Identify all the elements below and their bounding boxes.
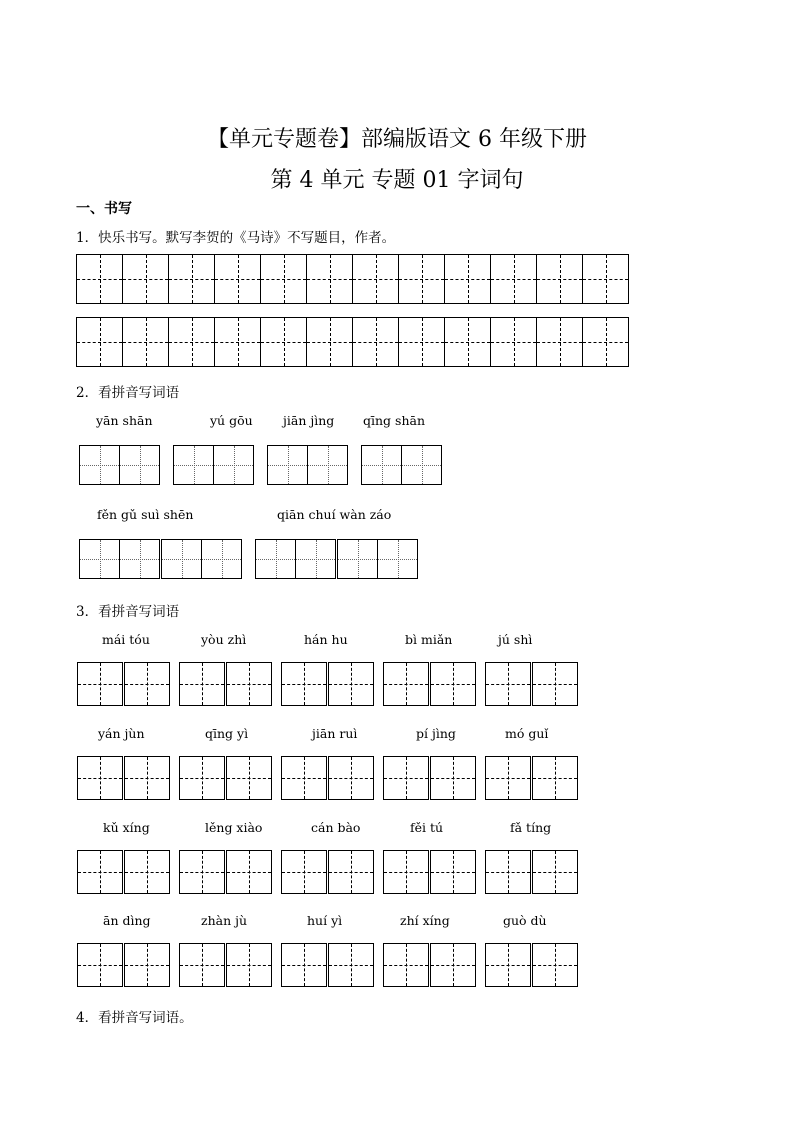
answer-box-2char[interactable]: [179, 662, 273, 706]
answer-box-2char[interactable]: [179, 850, 273, 894]
writing-cell[interactable]: [537, 318, 583, 366]
writing-cell[interactable]: [77, 850, 123, 894]
writing-cell[interactable]: [226, 756, 272, 800]
writing-cell[interactable]: [430, 662, 476, 706]
pinyin-label: yán jùn: [98, 726, 145, 741]
answer-box-2char[interactable]: [383, 943, 477, 987]
writing-cell[interactable]: [124, 662, 170, 706]
answer-box-4char[interactable]: [79, 539, 160, 579]
pinyin-label: ān dìng: [103, 913, 151, 928]
answer-box-2char[interactable]: [485, 943, 579, 987]
writing-cell[interactable]: [124, 943, 170, 987]
writing-cell[interactable]: [485, 756, 531, 800]
answer-box-2char[interactable]: [281, 943, 375, 987]
writing-cell[interactable]: [307, 318, 353, 366]
writing-cell[interactable]: [485, 662, 531, 706]
answer-box-4char[interactable]: [161, 539, 242, 579]
pinyin-label: lěng xiào: [205, 820, 263, 835]
question-2-text: 2．看拼音写词语: [76, 385, 180, 401]
writing-cell[interactable]: [215, 255, 261, 303]
writing-cell[interactable]: [491, 318, 537, 366]
writing-cell[interactable]: [485, 850, 531, 894]
writing-cell[interactable]: [268, 446, 308, 484]
pinyin-label: guò dù: [503, 913, 547, 928]
writing-cell[interactable]: [202, 540, 241, 578]
writing-cell[interactable]: [532, 943, 578, 987]
pinyin-label: fǎ tíng: [510, 820, 552, 835]
writing-cell[interactable]: [226, 850, 272, 894]
pinyin-label: jú shì: [498, 632, 533, 647]
pinyin-label: mái tóu: [102, 632, 150, 647]
answer-box-2char[interactable]: [77, 662, 171, 706]
writing-cell[interactable]: [491, 255, 537, 303]
writing-cell[interactable]: [328, 850, 374, 894]
writing-cell[interactable]: [399, 318, 445, 366]
writing-cell[interactable]: [383, 943, 429, 987]
writing-cell[interactable]: [383, 662, 429, 706]
writing-cell[interactable]: [537, 255, 583, 303]
writing-cell[interactable]: [226, 943, 272, 987]
writing-cell[interactable]: [77, 255, 123, 303]
page-subtitle: 第 4 单元 专题 01 字词句: [270, 168, 524, 193]
writing-cell[interactable]: [583, 255, 628, 303]
writing-cell[interactable]: [430, 850, 476, 894]
writing-cell[interactable]: [80, 446, 120, 484]
answer-box-2char[interactable]: [77, 756, 171, 800]
writing-cell[interactable]: [430, 943, 476, 987]
answer-box-4char[interactable]: [255, 539, 336, 579]
pinyin-label: jiān ruì: [312, 726, 358, 741]
answer-box-2char[interactable]: [485, 756, 579, 800]
writing-cell[interactable]: [124, 850, 170, 894]
writing-cell[interactable]: [169, 318, 215, 366]
pinyin-label: qīng shān: [363, 413, 425, 428]
pinyin-label: cán bào: [311, 820, 361, 835]
writing-cell[interactable]: [174, 446, 214, 484]
answer-box-2char[interactable]: [79, 445, 160, 485]
writing-cell[interactable]: [308, 446, 347, 484]
writing-cell[interactable]: [179, 756, 225, 800]
writing-cell[interactable]: [77, 943, 123, 987]
writing-cell[interactable]: [261, 318, 307, 366]
writing-cell[interactable]: [77, 662, 123, 706]
writing-cell[interactable]: [281, 756, 327, 800]
answer-box-2char[interactable]: [485, 662, 579, 706]
answer-box-2char[interactable]: [77, 850, 171, 894]
pinyin-label: fěi tú: [410, 820, 444, 835]
writing-cell[interactable]: [532, 850, 578, 894]
section-heading: 一、书写: [76, 201, 132, 217]
writing-cell[interactable]: [307, 255, 353, 303]
writing-cell[interactable]: [402, 446, 441, 484]
answer-box-2char[interactable]: [383, 662, 477, 706]
writing-cell[interactable]: [328, 662, 374, 706]
pinyin-label: yān shān: [96, 413, 153, 428]
pinyin-label: huí yì: [307, 913, 343, 928]
writing-cell[interactable]: [430, 756, 476, 800]
writing-cell[interactable]: [353, 318, 399, 366]
answer-box-2char[interactable]: [179, 756, 273, 800]
answer-box-2char[interactable]: [281, 850, 375, 894]
writing-cell[interactable]: [532, 756, 578, 800]
writing-cell[interactable]: [378, 540, 417, 578]
writing-cell[interactable]: [296, 540, 335, 578]
writing-cell[interactable]: [485, 943, 531, 987]
writing-cell[interactable]: [532, 662, 578, 706]
writing-cell[interactable]: [583, 318, 628, 366]
writing-cell[interactable]: [179, 850, 225, 894]
writing-cell[interactable]: [445, 318, 491, 366]
answer-box-2char[interactable]: [173, 445, 254, 485]
answer-box-2char[interactable]: [383, 756, 477, 800]
writing-cell[interactable]: [383, 756, 429, 800]
writing-cell[interactable]: [169, 255, 215, 303]
pinyin-label: mó guǐ: [505, 726, 549, 741]
writing-cell[interactable]: [123, 318, 169, 366]
pinyin-label: bì miǎn: [405, 632, 453, 647]
writing-cell[interactable]: [123, 255, 169, 303]
answer-box-2char[interactable]: [361, 445, 442, 485]
writing-cell[interactable]: [124, 756, 170, 800]
pinyin-label: jiān jìng: [283, 413, 335, 428]
answer-box-2char[interactable]: [281, 756, 375, 800]
writing-cell[interactable]: [399, 255, 445, 303]
writing-cell[interactable]: [256, 540, 296, 578]
writing-cell[interactable]: [261, 255, 307, 303]
pinyin-label: kǔ xíng: [103, 820, 150, 835]
writing-cell[interactable]: [353, 255, 399, 303]
pinyin-label: qīng yì: [205, 726, 249, 741]
q1-writing-row-1[interactable]: [76, 254, 629, 304]
writing-cell[interactable]: [77, 318, 123, 366]
writing-cell[interactable]: [338, 540, 378, 578]
answer-box-4char[interactable]: [337, 539, 418, 579]
answer-box-2char[interactable]: [383, 850, 477, 894]
page-title: 【单元专题卷】部编版语文 6 年级下册: [207, 127, 587, 152]
writing-cell[interactable]: [179, 662, 225, 706]
writing-cell[interactable]: [383, 850, 429, 894]
writing-cell[interactable]: [80, 540, 120, 578]
writing-cell[interactable]: [215, 318, 261, 366]
writing-cell[interactable]: [445, 255, 491, 303]
question-3-text: 3．看拼音写词语: [76, 604, 180, 620]
q1-writing-row-2[interactable]: [76, 317, 629, 367]
answer-box-2char[interactable]: [77, 943, 171, 987]
writing-cell[interactable]: [162, 540, 202, 578]
question-1-text: 1．快乐书写。默写李贺的《马诗》不写题目，作者。: [76, 230, 396, 246]
answer-box-2char[interactable]: [485, 850, 579, 894]
writing-cell[interactable]: [226, 662, 272, 706]
writing-cell[interactable]: [362, 446, 402, 484]
pinyin-label: qiān chuí wàn záo: [277, 507, 392, 522]
question-4-text: 4．看拼音写词语。: [76, 1010, 193, 1026]
writing-cell[interactable]: [281, 850, 327, 894]
answer-box-2char[interactable]: [179, 943, 273, 987]
pinyin-label: zhàn jù: [201, 913, 248, 928]
writing-cell[interactable]: [328, 943, 374, 987]
answer-box-2char[interactable]: [267, 445, 348, 485]
pinyin-label: yú gōu: [210, 413, 253, 428]
writing-cell[interactable]: [120, 446, 159, 484]
writing-cell[interactable]: [179, 943, 225, 987]
pinyin-label: hán hu: [304, 632, 348, 647]
writing-cell[interactable]: [77, 756, 123, 800]
pinyin-label: pí jìng: [416, 726, 456, 741]
writing-cell[interactable]: [281, 943, 327, 987]
writing-cell[interactable]: [328, 756, 374, 800]
answer-box-2char[interactable]: [281, 662, 375, 706]
pinyin-label: zhí xíng: [400, 913, 450, 928]
writing-cell[interactable]: [281, 662, 327, 706]
pinyin-label: fěn gǔ suì shēn: [97, 507, 194, 522]
pinyin-label: yòu zhì: [201, 632, 247, 647]
writing-cell[interactable]: [214, 446, 253, 484]
writing-cell[interactable]: [120, 540, 159, 578]
